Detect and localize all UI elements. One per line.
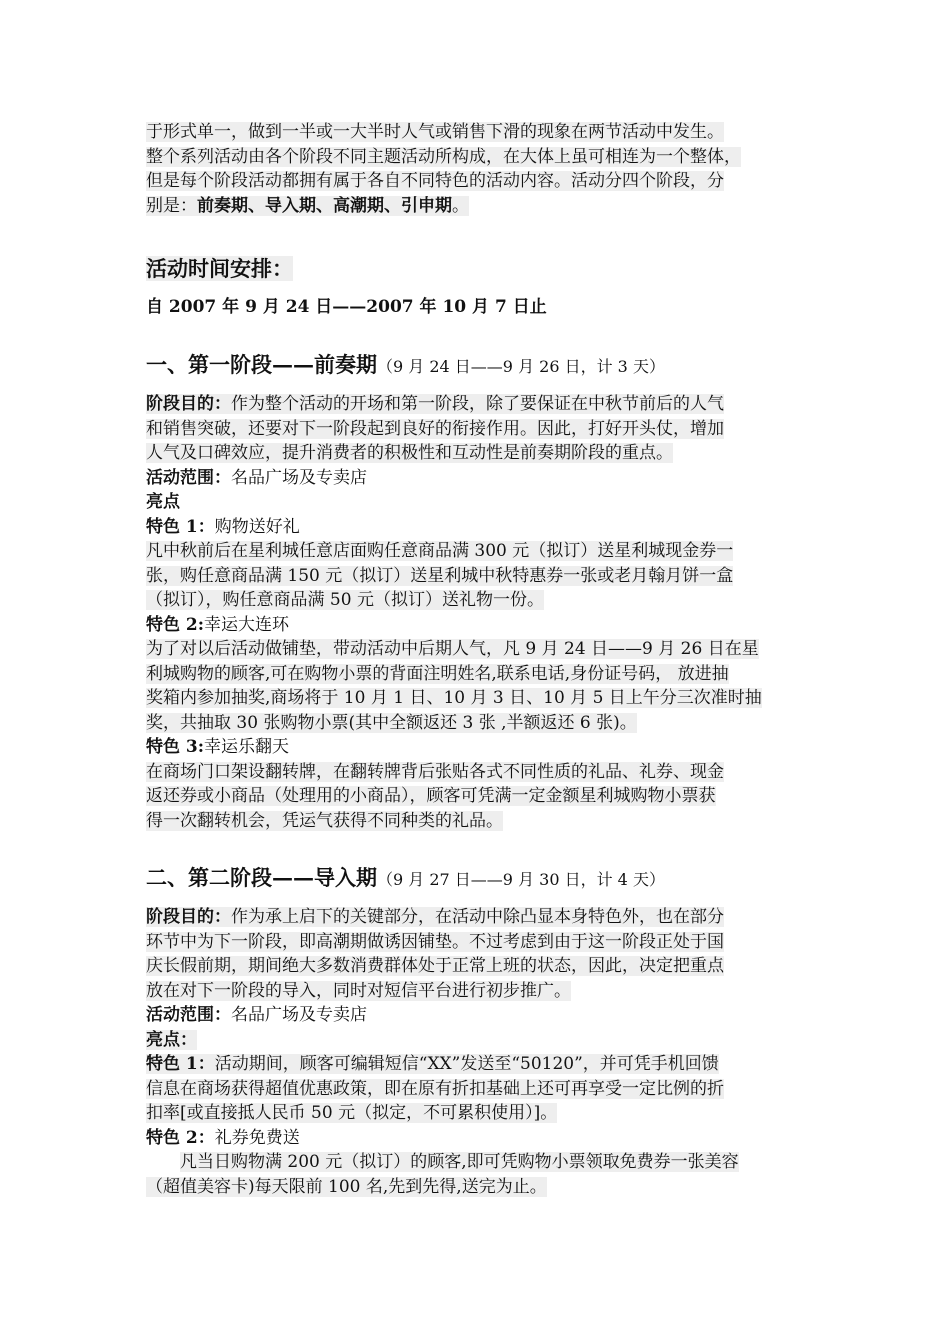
stage1-purpose: 阶段目的：作为整个活动的开场和第一阶段，除了要保证在中秋节前后的人气: [146, 394, 724, 414]
stage1-scope: 活动范围：名品广场及专卖店: [146, 467, 367, 488]
stage2-feature1: 特色 1：活动期间，顾客可编辑短信“XX”发送至“50120”，并可凭手机回馈: [146, 1054, 719, 1074]
stage1-feature3: 特色 3:幸运乐翻天: [146, 737, 290, 757]
stage1-heading: 一、第一阶段——前奏期（9 月 24 日——9 月 26 日，计 3 天）: [146, 352, 665, 377]
intro-line: 于形式单一，做到一半或一大半时人气或销售下滑的现象在两节活动中发生。: [146, 122, 724, 142]
intro-line: 但是每个阶段活动都拥有属于各自不同特色的活动内容。活动分四个阶段，分: [146, 171, 724, 191]
document-page: 于形式单一，做到一半或一大半时人气或销售下滑的现象在两节活动中发生。 整个系列活动由各个阶段不同主题活动所构成，在大体上虽可相连为一个整体， 但是每个阶段活动都拥有属于各自不同特色的活动内容。活动分四个阶段，分 别是：前奏期、导入期、高潮期、引申期。 活动时间安排： 自 2007 年 9 月 24 日——2007 年 10 月 7 日止 一、第一阶段——前奏期（9 月 24 日——9 月 26 日，计 3 天） 阶段目的：作为整个活动的开场和第一阶段，除了要保证在中秋节前后的人气 和销售突破，还要对下一阶段起到良好的衔接作用。因此，打好开头仗，增加 人气及口碑效应，提升消费者的积极性和互动性是前奏期阶段的重点。 活动范围：名品广场及专卖店 亮点 特色 1：购物送好礼 凡中秋前后在星利城任意店面购任意商品满 300 元（拟订）送星利城现金券一 张，购任意商品满 150 元（拟订）送星利城中秋特惠券一张或老月翰月饼一盒 （拟订），购任意商品满 50 元（拟订）送礼物一份。 特色 2:幸运大连环 为了对以后活动做铺垫，带动活动中后期人气，凡 9 月 24 日——9 月 26 日在星 利城购物的顾客,可在购物小票的背面注明姓名,联系电话,身份证号码， 放进抽 奖箱内参加抽奖,商场将于 10 月 1 日、10 月 3 日、10 月 5 日上午分三次准时抽 奖，共抽取 30 张购物小票(其中全额返还 3 张 ,半额返还 6 张)。 特色 3:幸运乐翻天 在商场门口架设翻转牌，在翻转牌背后张贴各式不同性质的礼品、礼券、现金 返还券或小商品（处理用的小商品），顾客可凭满一定金额星利城购物小票获 得一次翻转机会，凭运气获得不同种类的礼品。 二、第二阶段——导入期（9 月 27 日——9 月 30 日，计 4 天） 阶段目的：作为承上启下的关键部分，在活动中除凸显本身特色外，也在部分 环节中为下一阶段，即高潮期做诱因铺垫。不过考虑到由于这一阶段正处于国 庆长假前期，期间绝大多数消费群体处于正常上班的状态，因此，决定把重点 放在对下一阶段的导入，同时对短信平台进行初步推广。 活动范围：名品广场及专卖店 亮点： 特色 1：活动期间，顾客可编辑短信“XX”发送至“50120”，并可凭手机回馈 信息在商场获得超值优惠政策，即在原有折扣基础上还可再享受一定比例的折 扣率[或直接抵人民币 50 元（拟定，不可累积使用）]。 特色 2：礼券免费送 凡当日购物满 200 元（拟订）的顾客,即可凭购物小票领取免费券一张美容 （超值美容卡)每天限前 100 名,先到先得,送完为止。: [146, 120, 810, 1199]
intro-line: 别是：前奏期、导入期、高潮期、引申期。: [146, 195, 469, 216]
stage2-highlight: 亮点：: [146, 1029, 197, 1050]
stage2-scope: 活动范围：名品广场及专卖店: [146, 1005, 367, 1025]
stage1-period: （9 月 24 日——9 月 26 日，计 3 天）: [377, 357, 665, 376]
stage1-feature2: 特色 2:幸运大连环: [146, 614, 290, 635]
stage2-feature2: 特色 2：礼券免费送: [146, 1127, 300, 1148]
stage2-purpose: 阶段目的：作为承上启下的关键部分，在活动中除凸显本身特色外，也在部分: [146, 907, 724, 927]
intro-line: 整个系列活动由各个阶段不同主题活动所构成，在大体上虽可相连为一个整体，: [146, 146, 741, 167]
stage1-feature1: 特色 1：购物送好礼: [146, 516, 300, 537]
schedule-heading: 活动时间安排：: [146, 256, 293, 281]
stage2-period: （9 月 27 日——9 月 30 日，计 4 天）: [377, 870, 665, 889]
stage-list: 前奏期、导入期、高潮期、引申期: [197, 195, 452, 216]
stage1-highlight: 亮点: [146, 492, 180, 512]
stage2-heading: 二、第二阶段——导入期（9 月 27 日——9 月 30 日，计 4 天）: [146, 865, 665, 890]
schedule-range: 自 2007 年 9 月 24 日——2007 年 10 月 7 日止: [146, 297, 547, 317]
